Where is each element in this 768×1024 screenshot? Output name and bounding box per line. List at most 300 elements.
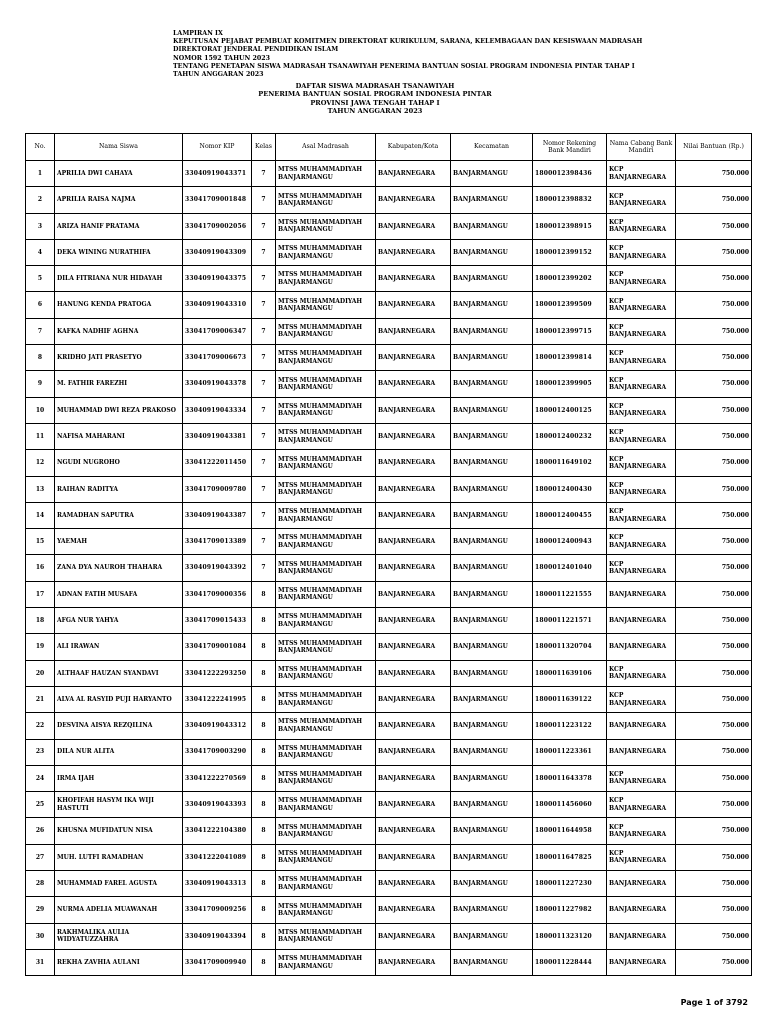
cell-bank-branch: KCP BANJARNEGARA [607,792,676,818]
cell-class: 8 [252,608,276,634]
cell-amount: 750.000 [676,792,752,818]
cell-madrasah: MTSS MUHAMMADIYAH BANJARMANGU [276,239,376,265]
cell-student-name: RAMADHAN SAPUTRA [55,502,183,528]
cell-no: 20 [26,660,55,686]
table-row [26,266,752,292]
cell-account-number: 1800011228444 [533,949,607,975]
cell-amount: 750.000 [676,765,752,791]
cell-no: 27 [26,844,55,870]
cell-regency: BANJARNEGARA [376,818,451,844]
cell-bank-branch: KCP BANJARNEGARA [607,502,676,528]
cell-amount: 750.000 [676,423,752,449]
cell-regency: BANJARNEGARA [376,476,451,502]
cell-bank-branch: BANJARNEGARA [607,897,676,923]
cell-account-number: 1800012399905 [533,371,607,397]
cell-bank-branch: BANJARNEGARA [607,634,676,660]
cell-bank-branch: KCP BANJARNEGARA [607,450,676,476]
cell-class: 7 [252,187,276,213]
cell-regency: BANJARNEGARA [376,660,451,686]
cell-no: 16 [26,555,55,581]
column-header: Nama Siswa [55,134,183,161]
cell-amount: 750.000 [676,161,752,187]
cell-district: BANJARMANGU [451,897,533,923]
title-line: PENERIMA BANTUAN SOSIAL PROGRAM INDONESIA PINTAR [258,90,492,99]
cell-district: BANJARMANGU [451,502,533,528]
recipient-table [25,133,752,976]
cell-madrasah: MTSS MUHAMMADIYAH BANJARMANGU [276,292,376,318]
cell-account-number: 1800012399715 [533,318,607,344]
cell-amount: 750.000 [676,502,752,528]
cell-regency: BANJARNEGARA [376,634,451,660]
cell-kip-number: 33040919043378 [183,371,252,397]
cell-kip-number: 33041709009940 [183,949,252,975]
cell-madrasah: MTSS MUHAMMADIYAH BANJARMANGU [276,897,376,923]
cell-no: 8 [26,345,55,371]
cell-student-name: KRIDHO JATI PRASETYO [55,345,183,371]
cell-madrasah: MTSS MUHAMMADIYAH BANJARMANGU [276,818,376,844]
cell-district: BANJARMANGU [451,844,533,870]
cell-district: BANJARMANGU [451,476,533,502]
cell-regency: BANJARNEGARA [376,871,451,897]
table-row [26,239,752,265]
cell-account-number: 1800011456060 [533,792,607,818]
cell-amount: 750.000 [676,844,752,870]
cell-regency: BANJARNEGARA [376,555,451,581]
cell-no: 1 [26,161,55,187]
cell-account-number: 1800012400943 [533,529,607,555]
table-row [26,345,752,371]
cell-bank-branch: BANJARNEGARA [607,713,676,739]
cell-kip-number: 33041222270569 [183,765,252,791]
cell-madrasah: MTSS MUHAMMADIYAH BANJARMANGU [276,949,376,975]
cell-kip-number: 33041709009780 [183,476,252,502]
cell-district: BANJARMANGU [451,266,533,292]
cell-amount: 750.000 [676,923,752,949]
cell-regency: BANJARNEGARA [376,423,451,449]
cell-account-number: 1800011227230 [533,871,607,897]
cell-kip-number: 33041709001848 [183,187,252,213]
cell-student-name: HANUNG KENDA PRATOGA [55,292,183,318]
cell-amount: 750.000 [676,871,752,897]
cell-district: BANJARMANGU [451,371,533,397]
cell-class: 7 [252,292,276,318]
cell-class: 7 [252,397,276,423]
cell-district: BANJARMANGU [451,529,533,555]
cell-district: BANJARMANGU [451,739,533,765]
cell-regency: BANJARNEGARA [376,844,451,870]
cell-account-number: 1800012400232 [533,423,607,449]
cell-no: 13 [26,476,55,502]
cell-account-number: 1800012398436 [533,161,607,187]
cell-no: 5 [26,266,55,292]
cell-no: 18 [26,608,55,634]
cell-regency: BANJARNEGARA [376,318,451,344]
cell-kip-number: 33040919043392 [183,555,252,581]
cell-class: 7 [252,450,276,476]
cell-district: BANJARMANGU [451,450,533,476]
cell-no: 24 [26,765,55,791]
cell-regency: BANJARNEGARA [376,949,451,975]
table-row [26,502,752,528]
cell-kip-number: 33041709002056 [183,213,252,239]
cell-student-name: M. FATHIR FAREZHI [55,371,183,397]
cell-class: 7 [252,371,276,397]
cell-amount: 750.000 [676,660,752,686]
cell-madrasah: MTSS MUHAMMADIYAH BANJARMANGU [276,266,376,292]
cell-no: 4 [26,239,55,265]
cell-kip-number: 33041709001084 [183,634,252,660]
cell-madrasah: MTSS MUHAMMADIYAH BANJARMANGU [276,476,376,502]
cell-district: BANJARMANGU [451,555,533,581]
cell-account-number: 1800012401040 [533,555,607,581]
title-line: PROVINSI JAWA TENGAH TAHAP I [310,98,440,107]
cell-account-number: 1800011639122 [533,686,607,712]
cell-madrasah: MTSS MUHAMMADIYAH BANJARMANGU [276,371,376,397]
cell-account-number: 1800011639106 [533,660,607,686]
cell-regency: BANJARNEGARA [376,213,451,239]
cell-amount: 750.000 [676,739,752,765]
cell-bank-branch: BANJARNEGARA [607,739,676,765]
cell-class: 8 [252,765,276,791]
cell-district: BANJARMANGU [451,239,533,265]
cell-class: 7 [252,345,276,371]
table-row [26,581,752,607]
cell-madrasah: MTSS MUHAMMADIYAH BANJARMANGU [276,450,376,476]
cell-bank-branch: KCP BANJARNEGARA [607,239,676,265]
cell-madrasah: MTSS MUHAMMADIYAH BANJARMANGU [276,792,376,818]
column-header: Nilai Bantuan (Rp.) [676,134,752,161]
cell-no: 3 [26,213,55,239]
cell-district: BANJARMANGU [451,423,533,449]
cell-student-name: RAIHAN RADITYA [55,476,183,502]
cell-account-number: 1800011320704 [533,634,607,660]
cell-madrasah: MTSS MUHAMMADIYAH BANJARMANGU [276,502,376,528]
cell-regency: BANJARNEGARA [376,897,451,923]
cell-district: BANJARMANGU [451,871,533,897]
cell-district: BANJARMANGU [451,581,533,607]
cell-no: 11 [26,423,55,449]
cell-amount: 750.000 [676,555,752,581]
cell-class: 7 [252,476,276,502]
cell-madrasah: MTSS MUHAMMADIYAH BANJARMANGU [276,318,376,344]
cell-district: BANJARMANGU [451,608,533,634]
cell-student-name: MUH. LUTFI RAMADHAN [55,844,183,870]
table-row [26,555,752,581]
cell-regency: BANJARNEGARA [376,923,451,949]
cell-no: 7 [26,318,55,344]
cell-bank-branch: KCP BANJARNEGARA [607,187,676,213]
cell-student-name: REKHA ZAVHIA AULANI [55,949,183,975]
page-number: Page 1 of 3792 [680,998,748,1007]
cell-madrasah: MTSS MUHAMMADIYAH BANJARMANGU [276,397,376,423]
cell-class: 8 [252,660,276,686]
cell-student-name: ALTHAAF HAUZAN SYANDAVI [55,660,183,686]
cell-amount: 750.000 [676,476,752,502]
table-row [26,765,752,791]
cell-kip-number: 33040919043394 [183,923,252,949]
cell-account-number: 1800012400455 [533,502,607,528]
cell-student-name: DESVINA AISYA REZQILINA [55,713,183,739]
cell-class: 7 [252,529,276,555]
cell-district: BANJARMANGU [451,660,533,686]
cell-amount: 750.000 [676,397,752,423]
cell-student-name: APRILIA RAISA NAJMA [55,187,183,213]
cell-madrasah: MTSS MUHAMMADIYAH BANJARMANGU [276,634,376,660]
cell-regency: BANJARNEGARA [376,397,451,423]
cell-class: 8 [252,581,276,607]
cell-account-number: 1800012400430 [533,476,607,502]
cell-no: 12 [26,450,55,476]
cell-madrasah: MTSS MUHAMMADIYAH BANJARMANGU [276,765,376,791]
cell-no: 22 [26,713,55,739]
cell-class: 8 [252,897,276,923]
cell-bank-branch: KCP BANJARNEGARA [607,161,676,187]
cell-no: 31 [26,949,55,975]
cell-kip-number: 33041709000356 [183,581,252,607]
table-row [26,713,752,739]
cell-account-number: 1800011643378 [533,765,607,791]
cell-kip-number: 33040919043334 [183,397,252,423]
cell-amount: 750.000 [676,345,752,371]
cell-account-number: 1800012399814 [533,345,607,371]
cell-student-name: DEKA WINING NURATHIFA [55,239,183,265]
cell-student-name: APRILIA DWI CAHAYA [55,161,183,187]
cell-regency: BANJARNEGARA [376,608,451,634]
cell-student-name: ADNAN FATIH MUSAFA [55,581,183,607]
cell-account-number: 1800011644958 [533,818,607,844]
cell-regency: BANJARNEGARA [376,292,451,318]
cell-bank-branch: BANJARNEGARA [607,923,676,949]
table-row [26,476,752,502]
cell-amount: 750.000 [676,213,752,239]
cell-regency: BANJARNEGARA [376,792,451,818]
table-row [26,923,752,949]
cell-district: BANJARMANGU [451,792,533,818]
cell-regency: BANJARNEGARA [376,529,451,555]
cell-madrasah: MTSS MUHAMMADIYAH BANJARMANGU [276,161,376,187]
table-row [26,792,752,818]
cell-no: 21 [26,686,55,712]
cell-kip-number: 33041709006673 [183,345,252,371]
table-row [26,897,752,923]
cell-bank-branch: KCP BANJARNEGARA [607,423,676,449]
cell-bank-branch: KCP BANJARNEGARA [607,266,676,292]
cell-regency: BANJARNEGARA [376,239,451,265]
document-title [0,82,768,115]
cell-bank-branch: KCP BANJARNEGARA [607,844,676,870]
cell-bank-branch: KCP BANJARNEGARA [607,529,676,555]
cell-regency: BANJARNEGARA [376,686,451,712]
cell-class: 8 [252,739,276,765]
cell-bank-branch: KCP BANJARNEGARA [607,818,676,844]
column-header: Kabupaten/Kota [376,134,451,161]
cell-student-name: KHOFIFAH HASYM IKA WIJI HASTUTI [55,792,183,818]
cell-bank-branch: KCP BANJARNEGARA [607,318,676,344]
cell-kip-number: 33040919043381 [183,423,252,449]
cell-district: BANJARMANGU [451,292,533,318]
header-line: KEPUTUSAN PEJABAT PEMBUAT KOMITMEN DIREKTORAT KURIKULUM, SARANA, KELEMBAGAAN DAN KESISWAAN MADRASAH [173,38,643,46]
cell-kip-number: 33040919043387 [183,502,252,528]
column-header: Asal Madrasah [276,134,376,161]
cell-bank-branch: KCP BANJARNEGARA [607,555,676,581]
column-header: Nomor KIP [183,134,252,161]
cell-student-name: NGUDI NUGROHO [55,450,183,476]
cell-kip-number: 33041709015433 [183,608,252,634]
cell-no: 26 [26,818,55,844]
cell-student-name: ALI IRAWAN [55,634,183,660]
cell-amount: 750.000 [676,581,752,607]
cell-no: 9 [26,371,55,397]
attachment-header [173,30,693,79]
cell-madrasah: MTSS MUHAMMADIYAH BANJARMANGU [276,581,376,607]
cell-amount: 750.000 [676,897,752,923]
cell-amount: 750.000 [676,292,752,318]
cell-student-name: DILA NUR ALITA [55,739,183,765]
column-header: Kelas [252,134,276,161]
cell-bank-branch: BANJARNEGARA [607,581,676,607]
cell-amount: 750.000 [676,318,752,344]
cell-district: BANJARMANGU [451,923,533,949]
cell-account-number: 1800011221555 [533,581,607,607]
column-header: Kecamatan [451,134,533,161]
cell-bank-branch: KCP BANJARNEGARA [607,371,676,397]
cell-district: BANJARMANGU [451,765,533,791]
cell-madrasah: MTSS MUHAMMADIYAH BANJARMANGU [276,844,376,870]
cell-no: 28 [26,871,55,897]
cell-kip-number: 33041222041089 [183,844,252,870]
cell-account-number: 1800011323120 [533,923,607,949]
cell-kip-number: 33040919043313 [183,871,252,897]
cell-account-number: 1800012399202 [533,266,607,292]
cell-kip-number: 33040919043312 [183,713,252,739]
cell-no: 2 [26,187,55,213]
table-row [26,318,752,344]
cell-madrasah: MTSS MUHAMMADIYAH BANJARMANGU [276,713,376,739]
cell-madrasah: MTSS MUHAMMADIYAH BANJARMANGU [276,555,376,581]
cell-student-name: NURMA ADELIA MUAWANAH [55,897,183,923]
cell-bank-branch: KCP BANJARNEGARA [607,292,676,318]
cell-amount: 750.000 [676,266,752,292]
table-row [26,161,752,187]
cell-kip-number: 33040919043375 [183,266,252,292]
cell-no: 10 [26,397,55,423]
table-row [26,371,752,397]
table-row [26,608,752,634]
cell-account-number: 1800011223361 [533,739,607,765]
cell-amount: 750.000 [676,529,752,555]
cell-bank-branch: KCP BANJARNEGARA [607,765,676,791]
cell-regency: BANJARNEGARA [376,345,451,371]
cell-kip-number: 33040919043371 [183,161,252,187]
table-body [26,161,752,976]
cell-student-name: ALVA AL RASYID PUJI HARYANTO [55,686,183,712]
cell-amount: 750.000 [676,713,752,739]
cell-student-name: ZANA DYA NAUROH THAHARA [55,555,183,581]
cell-account-number: 1800011221571 [533,608,607,634]
cell-amount: 750.000 [676,608,752,634]
title-line: DAFTAR SISWA MADRASAH TSANAWIYAH [295,82,455,90]
cell-regency: BANJARNEGARA [376,713,451,739]
cell-regency: BANJARNEGARA [376,581,451,607]
cell-bank-branch: KCP BANJARNEGARA [607,345,676,371]
header-line: LAMPIRAN IX [173,30,223,37]
cell-amount: 750.000 [676,450,752,476]
cell-kip-number: 33041709009256 [183,897,252,923]
column-header: No. [26,134,55,161]
cell-madrasah: MTSS MUHAMMADIYAH BANJARMANGU [276,660,376,686]
table-row [26,187,752,213]
cell-district: BANJARMANGU [451,161,533,187]
cell-district: BANJARMANGU [451,949,533,975]
table-row [26,213,752,239]
table-row [26,871,752,897]
cell-bank-branch: BANJARNEGARA [607,871,676,897]
cell-no: 25 [26,792,55,818]
table-row [26,529,752,555]
cell-kip-number: 33041709003290 [183,739,252,765]
cell-no: 15 [26,529,55,555]
cell-regency: BANJARNEGARA [376,450,451,476]
cell-bank-branch: KCP BANJARNEGARA [607,397,676,423]
cell-madrasah: MTSS MUHAMMADIYAH BANJARMANGU [276,345,376,371]
header-line: TENTANG PENETAPAN SISWA MADRASAH TSANAWIYAH PENERIMA BANTUAN SOSIAL PROGRAM INDONESIA PINTAR TAHAP I [173,62,635,70]
table-row [26,292,752,318]
cell-district: BANJARMANGU [451,187,533,213]
cell-no: 17 [26,581,55,607]
cell-amount: 750.000 [676,239,752,265]
cell-regency: BANJARNEGARA [376,161,451,187]
cell-madrasah: MTSS MUHAMMADIYAH BANJARMANGU [276,739,376,765]
cell-student-name: DILA FITRIANA NUR HIDAYAH [55,266,183,292]
table-row [26,634,752,660]
cell-amount: 750.000 [676,686,752,712]
cell-class: 8 [252,871,276,897]
cell-no: 6 [26,292,55,318]
cell-class: 7 [252,423,276,449]
table-header-row [26,134,752,161]
cell-kip-number: 33041222241995 [183,686,252,712]
cell-account-number: 1800012398832 [533,187,607,213]
cell-class: 7 [252,318,276,344]
cell-regency: BANJARNEGARA [376,765,451,791]
cell-student-name: AFGA NUR YAHYA [55,608,183,634]
cell-district: BANJARMANGU [451,686,533,712]
cell-bank-branch: BANJARNEGARA [607,949,676,975]
cell-madrasah: MTSS MUHAMMADIYAH BANJARMANGU [276,871,376,897]
cell-account-number: 1800011649102 [533,450,607,476]
cell-bank-branch: KCP BANJARNEGARA [607,476,676,502]
cell-district: BANJARMANGU [451,713,533,739]
cell-student-name: MUHAMMAD DWI REZA PRAKOSO [55,397,183,423]
cell-account-number: 1800011223122 [533,713,607,739]
cell-regency: BANJARNEGARA [376,739,451,765]
cell-district: BANJARMANGU [451,818,533,844]
cell-class: 8 [252,634,276,660]
cell-madrasah: MTSS MUHAMMADIYAH BANJARMANGU [276,529,376,555]
cell-bank-branch: KCP BANJARNEGARA [607,660,676,686]
cell-account-number: 1800012399509 [533,292,607,318]
table-row [26,423,752,449]
cell-student-name: RAKHMALIKA AULIA WIDYATUZZAHRA [55,923,183,949]
column-header: Nama Cabang Bank Mandiri [607,134,676,161]
cell-no: 14 [26,502,55,528]
cell-district: BANJARMANGU [451,397,533,423]
cell-account-number: 1800012398915 [533,213,607,239]
cell-kip-number: 33040919043309 [183,239,252,265]
table-row [26,949,752,975]
table-row [26,660,752,686]
cell-amount: 750.000 [676,818,752,844]
